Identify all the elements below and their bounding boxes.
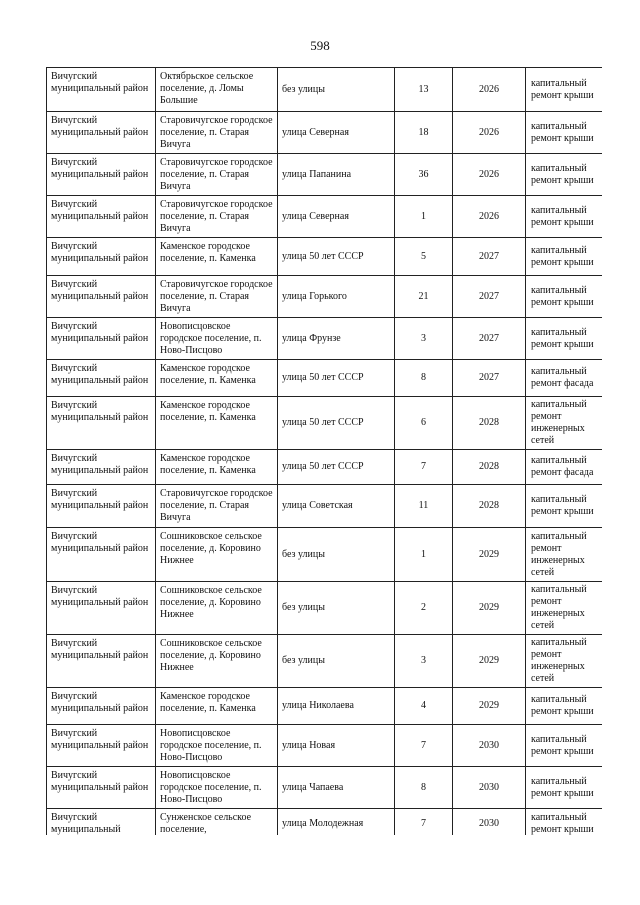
table-row (47, 238, 603, 276)
year-cell: 2028 (453, 450, 526, 485)
house-number-cell: 3 (395, 318, 453, 360)
district-cell: Вичугский муниципальный район (47, 276, 156, 318)
table-row (47, 196, 603, 238)
work-type-cell: капитальный ремонт крыши (526, 196, 603, 238)
district-cell: Вичугский муниципальный район (47, 528, 156, 582)
house-number-cell: 5 (395, 238, 453, 276)
settlement-cell: Старовичугское городское поселение, п. Старая Вичуга (156, 196, 278, 238)
house-number-cell: 21 (395, 276, 453, 318)
year-cell: 2029 (453, 582, 526, 635)
work-type-cell: капитальный ремонт крыши (526, 112, 603, 154)
table-row (47, 809, 603, 836)
district-cell: Вичугский муниципальный район (47, 485, 156, 528)
house-number-cell: 8 (395, 360, 453, 397)
year-cell: 2029 (453, 688, 526, 725)
year-cell: 2029 (453, 528, 526, 582)
work-type-cell: капитальный ремонт крыши (526, 809, 603, 836)
house-number-cell: 7 (395, 725, 453, 767)
work-type-cell: капитальный ремонт инженерных сетей (526, 397, 603, 450)
work-type-cell: капитальный ремонт крыши (526, 725, 603, 767)
settlement-cell: Сошниковское сельское поселение, д. Коровино Нижнее (156, 528, 278, 582)
page-number: 598 (310, 38, 330, 53)
settlement-cell: Каменское городское поселение, п. Каменка (156, 450, 278, 485)
table-row (47, 154, 603, 196)
table-row (47, 485, 603, 528)
street-cell: без улицы (278, 528, 395, 582)
street-cell: улица Новая (278, 725, 395, 767)
table-row (47, 688, 603, 725)
district-cell: Вичугский муниципальный район (47, 112, 156, 154)
work-type-cell: капитальный ремонт крыши (526, 238, 603, 276)
street-cell: улица Молодежная (278, 809, 395, 836)
house-number-cell: 8 (395, 767, 453, 809)
table-row (47, 635, 603, 688)
street-cell: без улицы (278, 582, 395, 635)
year-cell: 2026 (453, 196, 526, 238)
settlement-cell: Каменское городское поселение, п. Каменка (156, 238, 278, 276)
house-number-cell: 11 (395, 485, 453, 528)
table-row (47, 318, 603, 360)
settlement-cell: Новописцовское городское поселение, п. Ново-Писцово (156, 318, 278, 360)
settlement-cell: Сунженское сельское поселение, (156, 809, 278, 836)
street-cell: улица Николаева (278, 688, 395, 725)
year-cell: 2028 (453, 397, 526, 450)
work-type-cell: капитальный ремонт инженерных сетей (526, 582, 603, 635)
district-cell: Вичугский муниципальный район (47, 238, 156, 276)
house-number-cell: 36 (395, 154, 453, 196)
settlement-cell: Каменское городское поселение, п. Каменка (156, 688, 278, 725)
year-cell: 2027 (453, 318, 526, 360)
district-cell: Вичугский муниципальный район (47, 635, 156, 688)
settlement-cell: Сошниковское сельское поселение, д. Коровино Нижнее (156, 582, 278, 635)
settlement-cell: Старовичугское городское поселение, п. Старая Вичуга (156, 485, 278, 528)
street-cell: без улицы (278, 68, 395, 112)
street-cell: улица Чапаева (278, 767, 395, 809)
work-type-cell: капитальный ремонт крыши (526, 154, 603, 196)
table-row (47, 725, 603, 767)
table-row (47, 582, 603, 635)
district-cell: Вичугский муниципальный район (47, 318, 156, 360)
settlement-cell: Новописцовское городское поселение, п. Ново-Писцово (156, 767, 278, 809)
year-cell: 2027 (453, 360, 526, 397)
street-cell: улица Северная (278, 112, 395, 154)
house-number-cell: 1 (395, 528, 453, 582)
district-cell: Вичугский муниципальный район (47, 196, 156, 238)
year-cell: 2026 (453, 154, 526, 196)
district-cell: Вичугский муниципальный район (47, 688, 156, 725)
work-type-cell: капитальный ремонт крыши (526, 68, 603, 112)
work-type-cell: капитальный ремонт инженерных сетей (526, 528, 603, 582)
table-row (47, 528, 603, 582)
table-row (47, 68, 603, 112)
year-cell: 2030 (453, 767, 526, 809)
house-number-cell: 7 (395, 809, 453, 836)
settlement-cell: Сошниковское сельское поселение, д. Коровино Нижнее (156, 635, 278, 688)
year-cell: 2030 (453, 725, 526, 767)
street-cell: улица Северная (278, 196, 395, 238)
work-type-cell: капитальный ремонт крыши (526, 688, 603, 725)
work-type-cell: капитальный ремонт крыши (526, 276, 603, 318)
district-cell: Вичугский муниципальный район (47, 154, 156, 196)
district-cell: Вичугский муниципальный район (47, 767, 156, 809)
district-cell: Вичугский муниципальный район (47, 725, 156, 767)
table-row (47, 276, 603, 318)
year-cell: 2027 (453, 276, 526, 318)
street-cell: улица 50 лет СССР (278, 397, 395, 450)
street-cell: улица 50 лет СССР (278, 238, 395, 276)
district-cell: Вичугский муниципальный район (47, 450, 156, 485)
settlement-cell: Старовичугское городское поселение, п. Старая Вичуга (156, 112, 278, 154)
street-cell: улица 50 лет СССР (278, 360, 395, 397)
work-type-cell: капитальный ремонт крыши (526, 767, 603, 809)
district-cell: Вичугский муниципальный район (47, 360, 156, 397)
house-number-cell: 2 (395, 582, 453, 635)
street-cell: улица Советская (278, 485, 395, 528)
table-row (47, 450, 603, 485)
street-cell: улица Папанина (278, 154, 395, 196)
house-number-cell: 13 (395, 68, 453, 112)
settlement-cell: Новописцовское городское поселение, п. Ново-Писцово (156, 725, 278, 767)
housing-repair-table (46, 67, 602, 835)
table-row (47, 767, 603, 809)
work-type-cell: капитальный ремонт фасада (526, 360, 603, 397)
year-cell: 2028 (453, 485, 526, 528)
house-number-cell: 3 (395, 635, 453, 688)
year-cell: 2027 (453, 238, 526, 276)
table-row (47, 360, 603, 397)
work-type-cell: капитальный ремонт фасада (526, 450, 603, 485)
street-cell: улица Фрунзе (278, 318, 395, 360)
street-cell: улица Горького (278, 276, 395, 318)
district-cell: Вичугский муниципальный район (47, 68, 156, 112)
year-cell: 2026 (453, 68, 526, 112)
settlement-cell: Каменское городское поселение, п. Каменка (156, 397, 278, 450)
street-cell: без улицы (278, 635, 395, 688)
settlement-cell: Старовичугское городское поселение, п. Старая Вичуга (156, 276, 278, 318)
table-row (47, 397, 603, 450)
house-number-cell: 6 (395, 397, 453, 450)
settlement-cell: Каменское городское поселение, п. Каменка (156, 360, 278, 397)
district-cell: Вичугский муниципальный район (47, 397, 156, 450)
house-number-cell: 7 (395, 450, 453, 485)
year-cell: 2029 (453, 635, 526, 688)
table-row (47, 112, 603, 154)
district-cell: Вичугский муниципальный (47, 809, 156, 836)
house-number-cell: 1 (395, 196, 453, 238)
work-type-cell: капитальный ремонт инженерных сетей (526, 635, 603, 688)
house-number-cell: 4 (395, 688, 453, 725)
settlement-cell: Октябрьское сельское поселение, д. Ломы Большие (156, 68, 278, 112)
work-type-cell: капитальный ремонт крыши (526, 318, 603, 360)
table-container (46, 67, 602, 835)
table-body (47, 68, 603, 836)
house-number-cell: 18 (395, 112, 453, 154)
district-cell: Вичугский муниципальный район (47, 582, 156, 635)
work-type-cell: капитальный ремонт крыши (526, 485, 603, 528)
year-cell: 2030 (453, 809, 526, 836)
street-cell: улица 50 лет СССР (278, 450, 395, 485)
year-cell: 2026 (453, 112, 526, 154)
settlement-cell: Старовичугское городское поселение, п. Старая Вичуга (156, 154, 278, 196)
